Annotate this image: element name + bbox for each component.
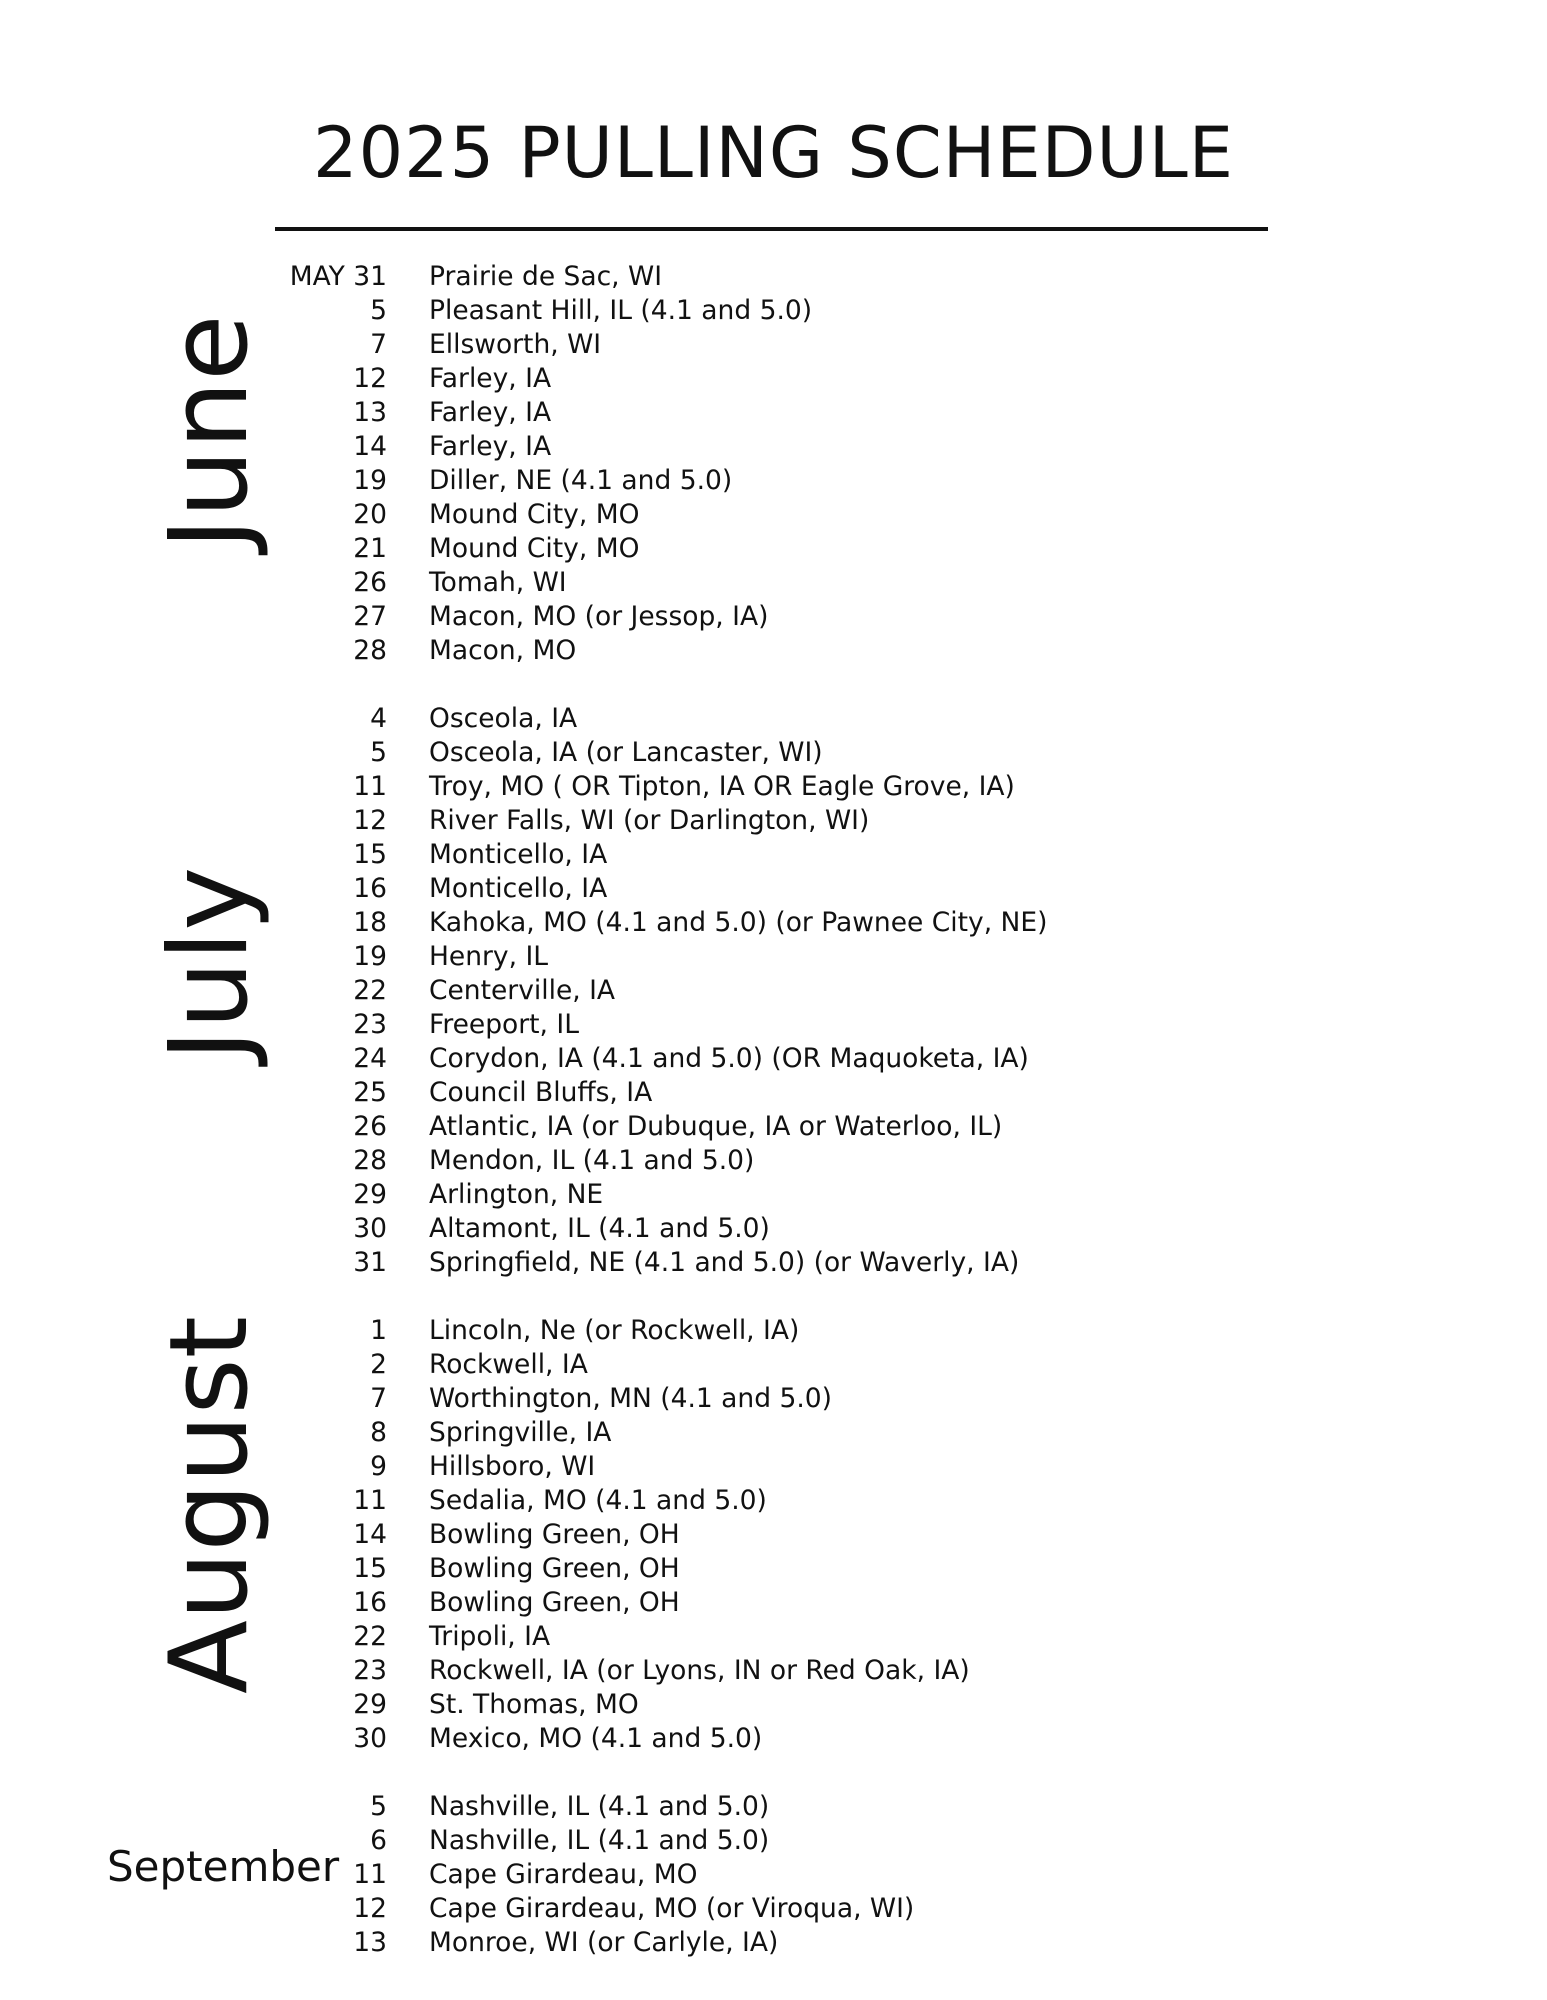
event-date: 1 — [370, 1315, 387, 1346]
event-date: 26 — [353, 567, 387, 598]
event-date: 22 — [353, 1621, 387, 1652]
event-date: 19 — [353, 941, 387, 972]
event-location: Pleasant Hill, IL (4.1 and 5.0) — [429, 295, 813, 326]
event-date: 5 — [370, 295, 387, 326]
event-location: Mound City, MO — [429, 499, 640, 530]
event-location: Farley, IA — [429, 363, 552, 394]
event-location: Freeport, IL — [429, 1009, 579, 1040]
event-date: 4 — [370, 703, 387, 734]
event-location: Springfield, NE (4.1 and 5.0) (or Waverly, IA) — [429, 1247, 1020, 1278]
event-location: Osceola, IA (or Lancaster, WI) — [429, 737, 823, 768]
event-location: Centerville, IA — [429, 975, 616, 1006]
event-date: 13 — [353, 1927, 387, 1958]
event-location: Mound City, MO — [429, 533, 640, 564]
month-label-june: June — [147, 314, 272, 550]
month-label-september: September — [107, 1842, 340, 1891]
event-date: 12 — [353, 1893, 387, 1924]
event-date: 28 — [353, 635, 387, 666]
event-location: Monticello, IA — [429, 839, 608, 870]
event-date: 14 — [353, 431, 387, 462]
event-location: Farley, IA — [429, 397, 552, 428]
event-date: 12 — [353, 363, 387, 394]
event-date: 31 — [353, 1247, 387, 1278]
event-date: 19 — [353, 465, 387, 496]
event-date: 14 — [353, 1519, 387, 1550]
event-location: Osceola, IA — [429, 703, 578, 734]
event-date: 24 — [353, 1043, 387, 1074]
event-location: Macon, MO — [429, 635, 577, 666]
event-date: 23 — [353, 1655, 387, 1686]
event-location: Worthington, MN (4.1 and 5.0) — [429, 1383, 832, 1414]
event-location: Kahoka, MO (4.1 and 5.0) (or Pawnee City, NE) — [429, 907, 1048, 938]
event-date: 23 — [353, 1009, 387, 1040]
event-date: 15 — [353, 1553, 387, 1584]
event-location: Monticello, IA — [429, 873, 608, 904]
event-date: 5 — [370, 737, 387, 768]
page-title: 2025 PULLING SCHEDULE — [313, 112, 1234, 194]
event-date: 2 — [370, 1349, 387, 1380]
event-location: Hillsboro, WI — [429, 1451, 596, 1482]
title-divider — [275, 227, 1268, 231]
event-location: Rockwell, IA (or Lyons, IN or Red Oak, IA) — [429, 1655, 970, 1686]
event-location: Mexico, MO (4.1 and 5.0) — [429, 1723, 763, 1754]
event-location: Ellsworth, WI — [429, 329, 602, 360]
event-location: Diller, NE (4.1 and 5.0) — [429, 465, 733, 496]
event-date: 25 — [353, 1077, 387, 1108]
event-date: 15 — [353, 839, 387, 870]
event-location: Arlington, NE — [429, 1179, 604, 1210]
event-date: 29 — [353, 1179, 387, 1210]
event-location: Cape Girardeau, MO (or Viroqua, WI) — [429, 1893, 915, 1924]
event-location: Bowling Green, OH — [429, 1587, 680, 1618]
event-date: 9 — [370, 1451, 387, 1482]
event-date: 5 — [370, 1791, 387, 1822]
event-date: 13 — [353, 397, 387, 428]
event-date: 11 — [353, 1485, 387, 1516]
event-date: 30 — [353, 1213, 387, 1244]
event-location: Henry, IL — [429, 941, 549, 972]
event-location: Lincoln, Ne (or Rockwell, IA) — [429, 1315, 800, 1346]
event-location: Prairie de Sac, WI — [429, 261, 663, 292]
event-location: Nashville, IL (4.1 and 5.0) — [429, 1791, 770, 1822]
event-location: Mendon, IL (4.1 and 5.0) — [429, 1145, 755, 1176]
event-date: 30 — [353, 1723, 387, 1754]
month-label-august: August — [147, 1316, 272, 1694]
event-date: 12 — [353, 805, 387, 836]
event-location: Monroe, WI (or Carlyle, IA) — [429, 1927, 779, 1958]
event-date: 6 — [370, 1825, 387, 1856]
event-date: 11 — [353, 771, 387, 802]
event-location: Bowling Green, OH — [429, 1519, 680, 1550]
event-date: 29 — [353, 1689, 387, 1720]
event-date: 28 — [353, 1145, 387, 1176]
event-location: St. Thomas, MO — [429, 1689, 639, 1720]
event-date: 8 — [370, 1417, 387, 1448]
event-location: Cape Girardeau, MO — [429, 1859, 698, 1890]
month-label-july: July — [147, 866, 272, 1062]
event-location: Tomah, WI — [429, 567, 567, 598]
event-location: Tripoli, IA — [429, 1621, 551, 1652]
event-location: Sedalia, MO (4.1 and 5.0) — [429, 1485, 767, 1516]
event-date: 26 — [353, 1111, 387, 1142]
event-date: 22 — [353, 975, 387, 1006]
event-date: 20 — [353, 499, 387, 530]
event-location: Altamont, IL (4.1 and 5.0) — [429, 1213, 770, 1244]
event-date: MAY 31 — [289, 261, 387, 292]
event-date: 18 — [353, 907, 387, 938]
event-date: 27 — [353, 601, 387, 632]
event-location: Council Bluffs, IA — [429, 1077, 653, 1108]
event-date: 7 — [370, 1383, 387, 1414]
event-location: Macon, MO (or Jessop, IA) — [429, 601, 769, 632]
event-date: 16 — [353, 1587, 387, 1618]
event-date: 21 — [353, 533, 387, 564]
event-location: Atlantic, IA (or Dubuque, IA or Waterloo, IL) — [429, 1111, 1003, 1142]
event-location: Bowling Green, OH — [429, 1553, 680, 1584]
event-location: Springville, IA — [429, 1417, 612, 1448]
event-location: Farley, IA — [429, 431, 552, 462]
event-location: Corydon, IA (4.1 and 5.0) (OR Maquoketa, IA) — [429, 1043, 1029, 1074]
event-location: River Falls, WI (or Darlington, WI) — [429, 805, 870, 836]
event-location: Rockwell, IA — [429, 1349, 588, 1380]
event-date: 11 — [353, 1859, 387, 1890]
event-location: Troy, MO ( OR Tipton, IA OR Eagle Grove, IA) — [429, 771, 1015, 802]
event-location: Nashville, IL (4.1 and 5.0) — [429, 1825, 770, 1856]
event-date: 16 — [353, 873, 387, 904]
event-date: 7 — [370, 329, 387, 360]
